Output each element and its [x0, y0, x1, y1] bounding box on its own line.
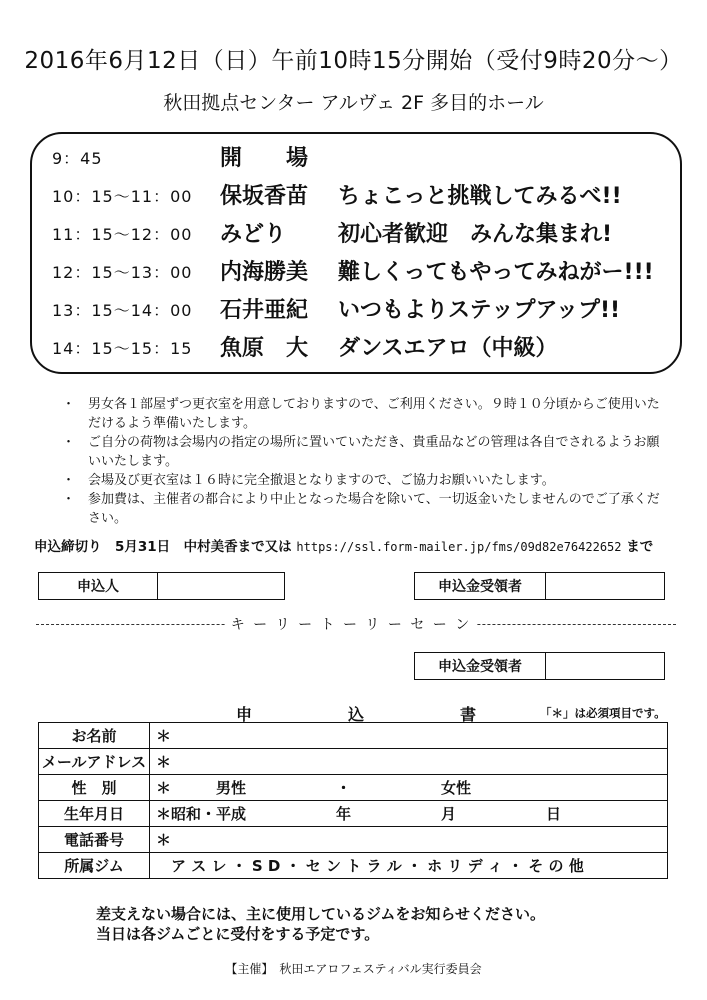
receiver-field[interactable]	[546, 653, 665, 680]
footer-line: 差支えない場合には、主に使用しているジムをお知らせください。	[96, 905, 545, 923]
receiver-field[interactable]	[546, 573, 665, 600]
name-field[interactable]: ＊	[150, 723, 668, 749]
schedule-description: 初心者歓迎 みんな集まれ!	[338, 222, 613, 247]
form-label: 性 別	[39, 775, 150, 801]
gym-field[interactable]: ア ス レ ・ S D ・ セ ン ト ラ ル ・ ホ リ デ ィ ・ そ の 他	[150, 853, 668, 879]
form-label: お名前	[39, 723, 150, 749]
schedule-description: 難しくってもやってみねがー!!!	[338, 260, 654, 285]
deadline-line	[34, 535, 684, 555]
receiver-label: 申込金受領者	[415, 653, 546, 680]
note-bullet: ・	[62, 473, 76, 488]
schedule-box	[30, 132, 682, 374]
note-item	[62, 471, 662, 490]
schedule-instructor: 魚原 大	[220, 336, 309, 361]
phone-field[interactable]: ＊	[150, 827, 668, 853]
form-label: 生年月日	[39, 801, 150, 827]
deadline-text: 申込締切り 5月31日 中村美香まで又は	[34, 539, 292, 555]
applicant-field[interactable]	[158, 573, 285, 600]
schedule-instructor: 開 場	[220, 146, 309, 171]
form-title-char: 込	[347, 705, 364, 724]
form-label: 所属ジム	[39, 853, 150, 879]
note-bullet: ・	[62, 492, 76, 507]
schedule-time: 14：15～15：15	[52, 339, 193, 358]
schedule-description: ちょこっと挑戦してみるべ!!	[338, 184, 622, 209]
schedule-instructor: 石井亜紀	[220, 298, 309, 323]
note-text: 会場及び更衣室は１６時に完全撤退となりますので、ご協力お願いいたします。	[88, 473, 555, 488]
footer-line: 当日は各ジムごとに受付をする予定です。	[96, 925, 380, 943]
note-bullet: ・	[62, 397, 76, 412]
event-venue-line: 秋田拠点センター アルヴェ 2F 多目的ホール	[163, 92, 544, 114]
form-row-phone	[39, 827, 668, 853]
schedule-description: ダンスエアロ（中級）	[338, 336, 558, 361]
applicant-box	[38, 572, 285, 600]
form-row-name	[39, 723, 668, 749]
schedule-time: 11：15～12：00	[52, 225, 193, 244]
form-row-gym	[39, 853, 668, 879]
event-date-line: 2016年6月12日（日）午前10時15分開始（受付9時20分～）	[24, 48, 683, 74]
notes-list	[62, 395, 662, 528]
note-item	[62, 433, 662, 471]
form-row-gender	[39, 775, 668, 801]
form-title-char: 書	[459, 705, 476, 724]
required-note: 「＊」は必須項目です。	[540, 706, 666, 720]
receiver-box-upper	[414, 572, 665, 600]
footer-notes	[96, 904, 545, 944]
note-text: 男女各１部屋ずつ更衣室を用意しておりますので、ご利用ください。９時１０分頃からご使用いただけるよう準備いたします。	[88, 397, 660, 431]
form-url-link[interactable]: https://ssl.form-mailer.jp/fms/09d82e76422652	[296, 540, 622, 554]
schedule-instructor: みどり	[220, 222, 287, 247]
schedule-time: 10：15～11：00	[52, 187, 193, 206]
schedule-time: 12：15～13：00	[52, 263, 193, 282]
schedule-time: 9：45	[52, 149, 103, 168]
organizer-line: 【主催】 秋田エアロフェスティバル実行委員会	[225, 962, 482, 976]
form-row-birthdate	[39, 801, 668, 827]
receiver-label: 申込金受領者	[415, 573, 546, 600]
schedule-time: 13：15～14：00	[52, 301, 193, 320]
gender-field[interactable]: ＊ 男性 ・ 女性	[150, 775, 668, 801]
note-item	[62, 395, 662, 433]
cut-line	[36, 614, 676, 634]
applicant-label: 申込人	[39, 573, 158, 600]
note-text: 参加費は、主催者の都合により中止となった場合を除いて、一切返金いたしませんのでご了承ください。	[88, 492, 660, 526]
schedule-description: いつもよりステップアップ!!	[338, 298, 621, 323]
form-row-email	[39, 749, 668, 775]
schedule-instructor: 内海勝美	[220, 260, 309, 285]
application-form	[38, 722, 668, 879]
note-item	[62, 490, 662, 528]
note-text: ご自分の荷物は会場内の指定の場所に置いていただき、貴重品などの管理は各自でされるようお願いいたします。	[88, 435, 660, 469]
form-title-char: 申	[236, 705, 253, 724]
email-field[interactable]: ＊	[150, 749, 668, 775]
schedule-instructor: 保坂香苗	[220, 184, 309, 209]
cut-line-label: キ ー リ ー ト ー リ ー セ ー ン	[226, 614, 476, 634]
birthdate-field[interactable]: ＊昭和・平成 年 月 日	[150, 801, 668, 827]
form-label: 電話番号	[39, 827, 150, 853]
form-label: メールアドレス	[39, 749, 150, 775]
receiver-box-lower	[414, 652, 665, 680]
deadline-suffix: まで	[626, 539, 654, 555]
note-bullet: ・	[62, 435, 76, 450]
